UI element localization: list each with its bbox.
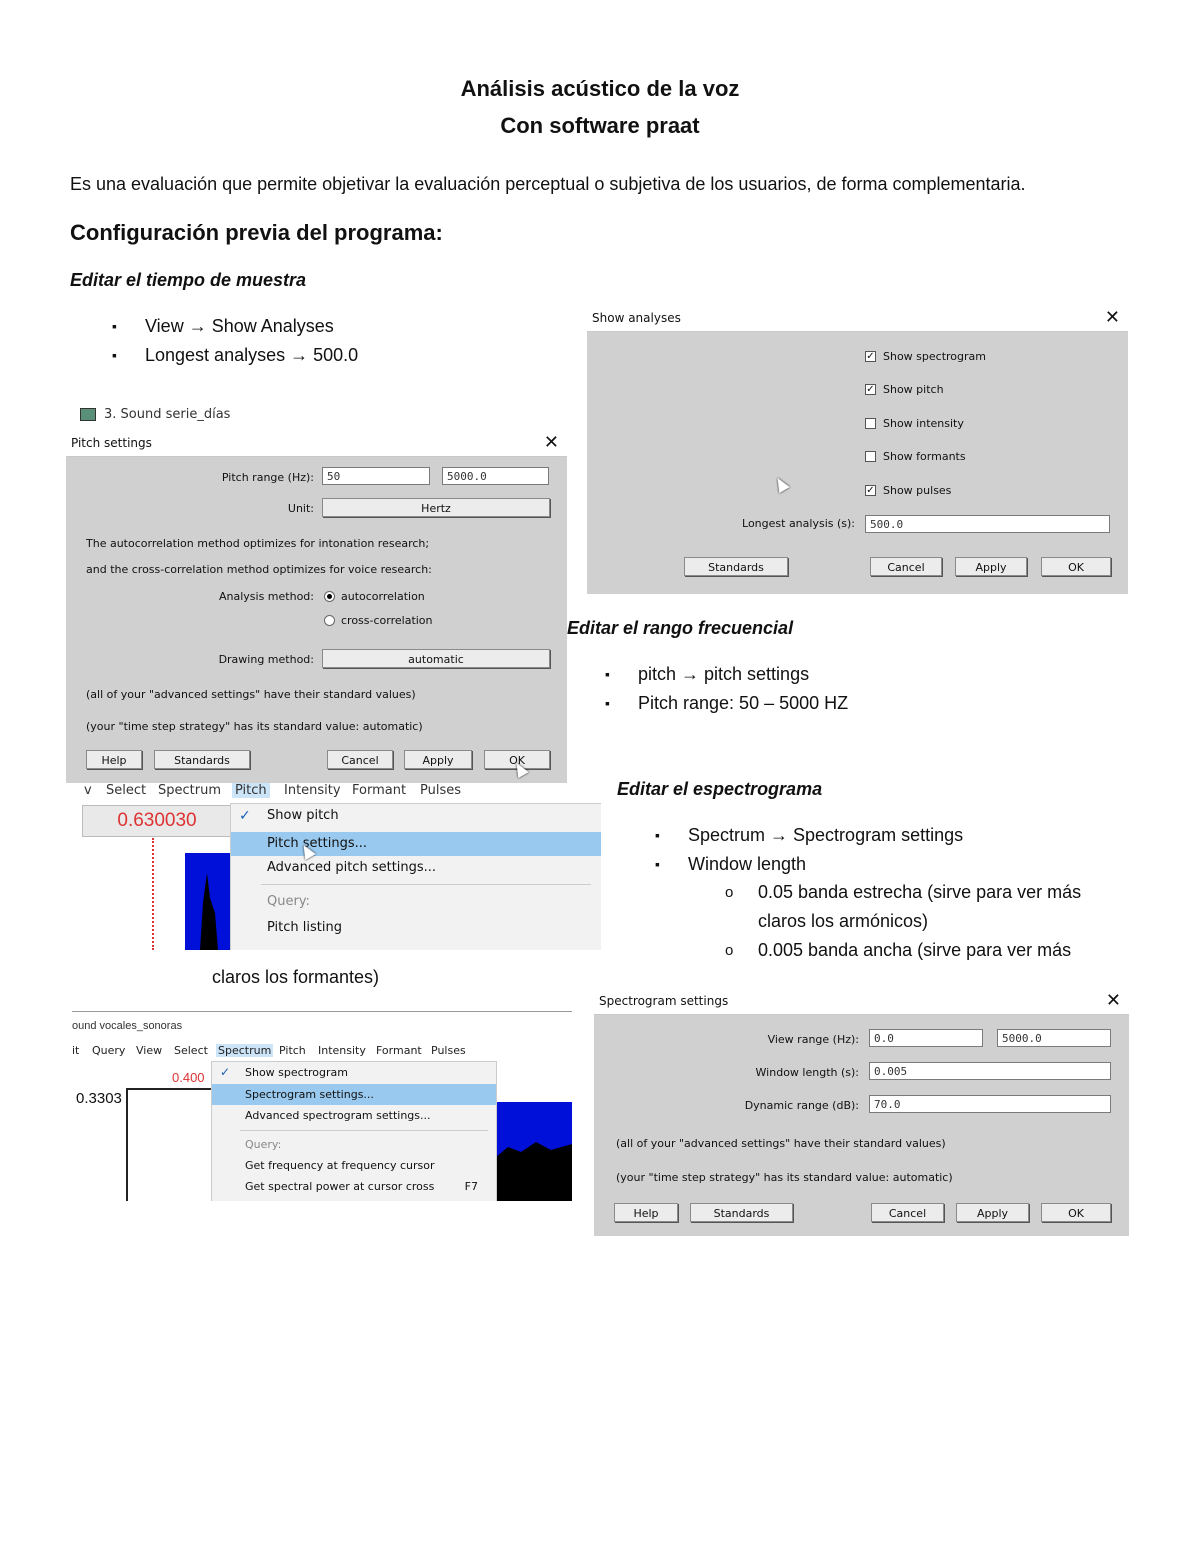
ok-button[interactable]: OK	[1041, 557, 1111, 576]
sub3-sub-bullets	[758, 878, 1081, 965]
unit-label: Unit:	[287, 502, 314, 515]
section-heading: Configuración previa del programa:	[70, 220, 443, 245]
checkbox-label: Show intensity	[883, 417, 964, 430]
show-pitch-checkbox[interactable]: ✓	[866, 384, 875, 395]
dynamic-range-input[interactable]: 70.0	[869, 1095, 1111, 1113]
menu-get-spectral-power[interactable]: Get spectral power at cursor cross	[245, 1180, 435, 1193]
list-item: ▪ Longest analyses → 500.0	[145, 341, 358, 370]
menu-spectrum[interactable]: Spectrum	[218, 1044, 272, 1057]
menu-intensity[interactable]: Intensity	[284, 783, 341, 798]
standards-button[interactable]: Standards	[684, 557, 788, 576]
dialog-titlebar	[66, 430, 567, 457]
list-item: ▪ View → Show Analyses	[145, 312, 358, 341]
menu-query-header: Query:	[245, 1138, 282, 1151]
checkmark-icon: ✓	[220, 1065, 231, 1079]
view-range-max-input[interactable]: 5000.0	[997, 1029, 1111, 1047]
dialog-titlebar	[594, 988, 1129, 1015]
view-range-min-input[interactable]: 0.0	[869, 1029, 983, 1047]
drawing-method-label: Drawing method:	[218, 653, 314, 666]
time-value: 0.3303	[76, 1090, 122, 1107]
show-analyses-dialog	[587, 305, 1128, 594]
menu-advanced-pitch-settings[interactable]: Advanced pitch settings...	[267, 860, 437, 875]
pitch-dropdown	[230, 803, 601, 950]
menu-advanced-spectrogram-settings[interactable]: Advanced spectrogram settings...	[245, 1109, 431, 1122]
spectrogram-thumbnail	[496, 1102, 572, 1201]
autocorrelation-radio[interactable]	[324, 591, 335, 602]
spectrogram-settings-dialog	[594, 988, 1129, 1236]
note-text: (your "time step strategy" has its standard value: automatic)	[616, 1171, 953, 1184]
cancel-button[interactable]: Cancel	[871, 1203, 944, 1222]
menu-pitch-listing[interactable]: Pitch listing	[267, 920, 342, 935]
intro-paragraph: Es una evaluación que permite objetivar la evaluación perceptual o subjetiva de los usuarios, de forma complementaria.	[70, 174, 1026, 194]
show-formants-checkbox[interactable]	[865, 451, 876, 462]
checkbox-label: Show formants	[883, 450, 966, 463]
spectrum-menu-screenshot	[72, 1011, 572, 1201]
signal-frame	[126, 1088, 213, 1201]
menu-pulses[interactable]: Pulses	[431, 1044, 466, 1057]
cancel-button[interactable]: Cancel	[870, 557, 942, 576]
radio-label: cross-correlation	[341, 614, 433, 627]
standards-button[interactable]: Standards	[690, 1203, 793, 1222]
sound-window-title: ound vocales_sonoras	[72, 1020, 183, 1032]
menu-query-header: Query:	[267, 894, 310, 909]
radio-label: autocorrelation	[341, 590, 425, 603]
note-text: (all of your "advanced settings" have their standard values)	[616, 1137, 946, 1150]
menu-divider	[261, 884, 591, 885]
dynamic-range-label: Dynamic range (dB):	[744, 1099, 859, 1112]
sound-window-tag	[80, 407, 230, 422]
menu-select[interactable]: Select	[106, 783, 147, 798]
ok-button[interactable]: OK	[484, 750, 550, 769]
cross-correlation-radio[interactable]	[324, 615, 335, 626]
view-range-label: View range (Hz):	[767, 1033, 859, 1046]
menu-bar	[82, 783, 601, 803]
menu-pitch[interactable]: Pitch	[232, 783, 270, 798]
checkmark-icon: ✓	[239, 808, 251, 824]
list-item: ▪ Pitch range: 50 – 5000 HZ	[638, 689, 848, 718]
menu-view[interactable]: View	[136, 1044, 163, 1057]
show-pulses-checkbox[interactable]: ✓	[866, 485, 875, 496]
time-readout: 0.630030	[82, 805, 232, 837]
spectrum-dropdown	[211, 1061, 497, 1201]
list-item-continuation	[758, 907, 1081, 936]
dialog-title: Pitch settings	[71, 436, 152, 450]
sub2-heading: Editar el rango frecuencial	[567, 618, 794, 638]
checkbox-label: Show spectrogram	[883, 350, 986, 363]
sub1-heading: Editar el tiempo de muestra	[70, 270, 307, 290]
analysis-method-label: Analysis method:	[218, 590, 314, 603]
sub1-bullets	[145, 312, 358, 370]
info-text: and the cross-correlation method optimizes for voice research:	[86, 563, 432, 576]
sub3-heading: Editar el espectrograma	[617, 779, 823, 799]
sound-window-icon	[80, 408, 96, 421]
sub2-bullets	[638, 660, 848, 718]
menu-intensity[interactable]: Intensity	[318, 1044, 366, 1057]
close-icon[interactable]: ✕	[1104, 307, 1120, 328]
continuation-text: claros los armónicos)	[758, 911, 929, 931]
longest-analysis-label: Longest analysis (s):	[742, 517, 855, 530]
apply-button[interactable]: Apply	[956, 1203, 1029, 1222]
note-text: (your "time step strategy" has its standard value: automatic)	[86, 720, 423, 733]
sub3-bullets	[688, 821, 963, 879]
list-item: o 0.05 banda estrecha (sirve para ver más	[758, 878, 1081, 907]
checkbox-label: Show pitch	[883, 383, 944, 396]
doc-title: Análisis acústico de la voz	[460, 76, 740, 101]
standards-button[interactable]: Standards	[154, 750, 250, 769]
window-length-input[interactable]: 0.005	[869, 1062, 1111, 1080]
show-spectrogram-checkbox[interactable]: ✓	[866, 351, 875, 362]
dialog-title: Spectrogram settings	[599, 994, 729, 1008]
menu-get-frequency[interactable]: Get frequency at frequency cursor	[245, 1159, 435, 1172]
dialog-title: Show analyses	[592, 311, 681, 325]
cancel-button[interactable]: Cancel	[327, 750, 393, 769]
note-text: (all of your "advanced settings" have their standard values)	[86, 688, 416, 701]
show-intensity-checkbox[interactable]	[865, 418, 876, 429]
cursor-line	[152, 838, 154, 950]
close-icon[interactable]: ✕	[543, 432, 559, 453]
menu-spectrum[interactable]: Spectrum	[158, 783, 221, 798]
list-item: ▪ Spectrum → Spectrogram settings	[688, 821, 963, 850]
apply-button[interactable]: Apply	[404, 750, 472, 769]
unit-select[interactable]: Hertz	[322, 498, 550, 517]
menu-show-pitch[interactable]: Show pitch	[267, 808, 339, 823]
cursor-value: 0.400	[172, 1070, 205, 1085]
orphan-text: claros los formantes)	[212, 967, 380, 987]
mouse-cursor-icon	[772, 475, 789, 493]
checkbox-label: Show pulses	[883, 484, 952, 497]
waveform-shape	[185, 853, 230, 950]
window-length-label: Window length (s):	[755, 1066, 859, 1079]
menu-spectrogram-settings[interactable]: Spectrogram settings...	[212, 1084, 496, 1105]
shortcut-label: F7	[464, 1180, 478, 1193]
menu-query[interactable]: Query	[92, 1044, 126, 1057]
spectrogram-shape	[496, 1102, 572, 1201]
ok-button[interactable]: OK	[1041, 1203, 1111, 1222]
list-item: ▪ Window length	[688, 850, 963, 879]
pitch-range-max-input[interactable]: 5000.0	[442, 467, 549, 485]
info-text: The autocorrelation method optimizes for intonation research;	[86, 537, 430, 550]
help-button[interactable]: Help	[614, 1203, 678, 1222]
menu-item[interactable]: it	[72, 1044, 80, 1057]
menu-pulses[interactable]: Pulses	[420, 783, 462, 798]
menu-divider	[240, 1130, 488, 1131]
menu-select[interactable]: Select	[174, 1044, 208, 1057]
menu-pitch[interactable]: Pitch	[279, 1044, 306, 1057]
sound-window-title: 3. Sound serie_días	[104, 407, 231, 422]
doc-subtitle: Con software praat	[500, 113, 700, 138]
menu-pitch-settings[interactable]: Pitch settings...	[231, 832, 601, 856]
spectrogram-thumbnail	[185, 853, 230, 950]
apply-button[interactable]: Apply	[955, 557, 1027, 576]
longest-analysis-input[interactable]: 500.0	[865, 515, 1110, 533]
pitch-menu-screenshot	[82, 783, 601, 950]
menu-formant[interactable]: Formant	[376, 1044, 422, 1057]
menu-item[interactable]: v	[84, 783, 92, 798]
drawing-method-select[interactable]: automatic	[322, 649, 550, 668]
dialog-titlebar	[587, 305, 1128, 332]
pitch-settings-dialog	[66, 430, 567, 783]
pitch-range-min-input[interactable]: 50	[322, 467, 430, 485]
list-item: ▪ pitch → pitch settings	[638, 660, 848, 689]
menu-show-spectrogram[interactable]: Show spectrogram	[245, 1066, 348, 1079]
menu-formant[interactable]: Formant	[352, 783, 407, 798]
menu-bar	[72, 1044, 572, 1060]
help-button[interactable]: Help	[86, 750, 142, 769]
close-icon[interactable]: ✕	[1105, 990, 1121, 1011]
list-item: o 0.005 banda ancha (sirve para ver más	[758, 936, 1081, 965]
pitch-range-label: Pitch range (Hz):	[221, 471, 314, 484]
